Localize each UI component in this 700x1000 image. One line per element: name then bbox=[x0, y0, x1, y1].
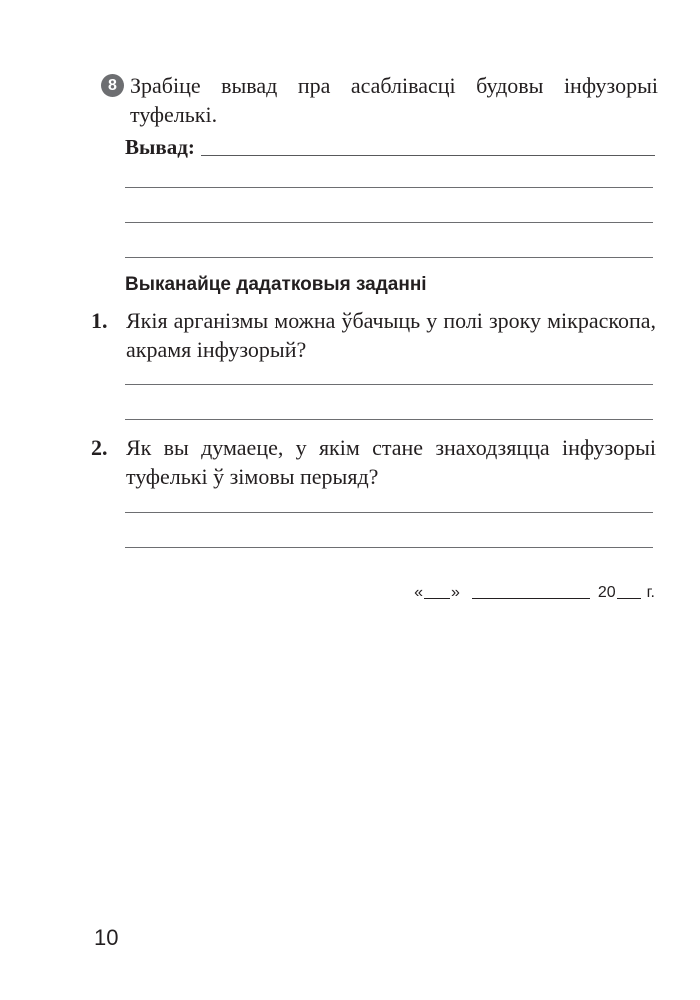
task-number-badge: 8 bbox=[101, 74, 124, 97]
question-2-text: Як вы думаеце, у якім стане знаходзяцца інфузорыі туфелькі ў зімовы перыяд? bbox=[126, 435, 656, 489]
conclusion-answer-line[interactable] bbox=[201, 155, 655, 156]
page-number: 10 bbox=[94, 925, 119, 950]
date-month-blank[interactable] bbox=[472, 597, 590, 599]
question-1-text: Якія арганізмы можна ўбачыць у полі зроку мікраскопа, акрамя інфузорый? bbox=[126, 308, 656, 362]
question-2-answer-line-1[interactable] bbox=[125, 512, 653, 513]
date-close-quote: » bbox=[450, 584, 460, 601]
question-2-answer-line-2[interactable] bbox=[125, 547, 653, 548]
conclusion-answer-line-3[interactable] bbox=[125, 222, 653, 223]
date-year-prefix: 20 bbox=[597, 584, 616, 601]
date-field[interactable] bbox=[400, 582, 655, 604]
question-1-answer-line-2[interactable] bbox=[125, 419, 653, 420]
date-open-quote: « bbox=[414, 584, 423, 601]
date-year-blank[interactable] bbox=[617, 597, 641, 599]
task-8-text: Зрабіце вывад пра асаблівасці будовы інфузорыі туфелькі. bbox=[130, 73, 658, 127]
conclusion-row[interactable] bbox=[125, 133, 655, 159]
date-day-blank[interactable] bbox=[424, 597, 450, 599]
conclusion-label: Вывад: bbox=[125, 135, 195, 159]
question-1-number: 1. bbox=[91, 308, 108, 333]
date-year-suffix: г. bbox=[646, 584, 655, 601]
question-1-answer-line-1[interactable] bbox=[125, 384, 653, 385]
conclusion-answer-line-4[interactable] bbox=[125, 257, 653, 258]
section-heading: Выканайце дадатковыя заданні bbox=[125, 274, 427, 295]
conclusion-answer-line-2[interactable] bbox=[125, 187, 653, 188]
question-2-number: 2. bbox=[91, 435, 108, 460]
